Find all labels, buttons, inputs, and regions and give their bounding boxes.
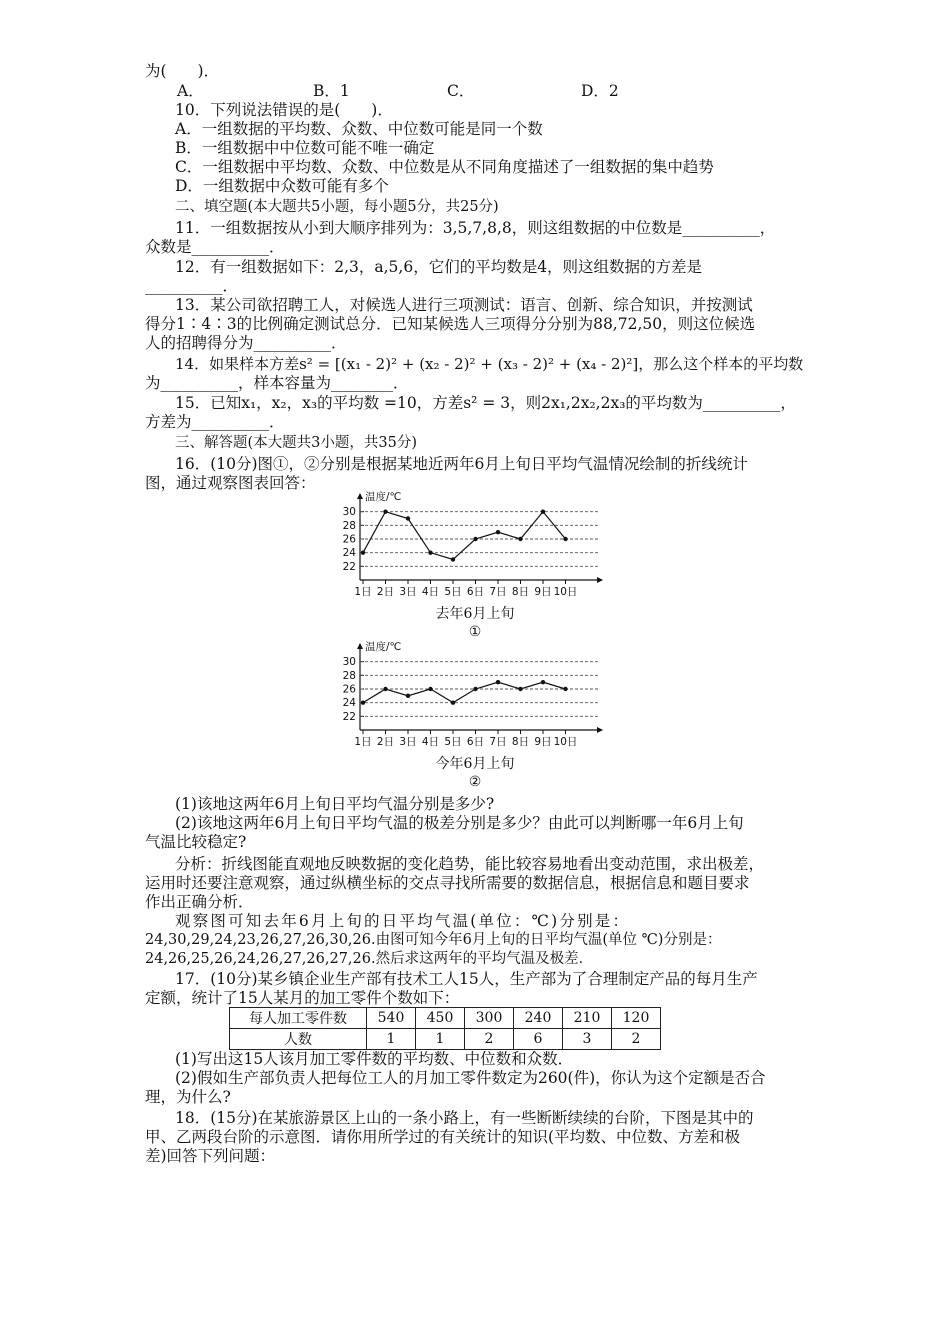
x-tick-label: 8日 [511,736,530,748]
q10-option-d: D．一组数据中众数可能有多个 [175,177,389,195]
x-axis-arrow [597,577,603,583]
y-tick-label: 30 [342,506,356,519]
q17-sub-2: (2)假如生产部负责人把每位工人的月加工零件数定为260(件)，你认为这个定额是否合 [175,1069,766,1087]
y-tick-label: 26 [342,533,356,546]
y-tick-label: 24 [342,697,356,710]
table-cell: 120 [612,1008,661,1029]
q12-line-1: 12．有一组数据如下：2,3，a,5,6，它们的平均数是4，则这组数据的方差是 [175,258,703,276]
section-2-heading: 二、填空题(本大题共5小题，每小题5分，共25分) [175,199,499,215]
table-cell: 人数 [230,1029,367,1050]
q16-sub-2: (2)该地这两年6月上旬日平均气温的极差分别是多少？由此可以判断哪一年6月上旬 [175,814,744,832]
y-tick-label: 22 [342,560,356,573]
q12-line-2: __________． [145,277,239,295]
section-3-heading: 三、解答题(本大题共3小题，共35分) [175,435,417,451]
q9-tail: 为( )． [145,62,220,80]
q10-option-a: A．一组数据的平均数、众数、中位数可能是同一个数 [175,120,543,138]
q16-analysis-5: 24,30,29,24,23,26,27,26,30,26.由图可知今年6月上旬的日平均气温(单位 ℃)分别是： [145,932,722,948]
q13-line-3: 人的招聘得分为__________． [145,334,347,352]
data-point [518,687,522,691]
chart-2-title: 今年6月上旬 [435,756,515,772]
q17-sub-2-cont: 理，为什么? [145,1088,231,1106]
q18-line-1: 18．(15分)在某旅游景区上山的一条小路上，有一些断断续续的台阶，下图是其中的 [175,1109,754,1127]
table-cell: 2 [465,1029,514,1050]
table-row [230,1008,661,1029]
table-cell: 3 [563,1029,612,1050]
x-tick-label: 10日 [553,736,578,748]
x-tick-label: 1日 [354,736,372,748]
q16-sub-1: (1)该地这两年6月上旬日平均气温分别是多少? [175,795,495,813]
q17-table [229,1007,661,1050]
x-tick-label: 7日 [489,586,507,598]
x-tick-label: 5日 [444,736,462,748]
x-tick-label: 7日 [489,736,507,748]
q16-analysis-6: 24,26,25,26,24,26,27,26,27,26.然后求这两年的平均气温及极差． [145,951,594,967]
q13-line-1: 13．某公司欲招聘工人，对候选人进行三项测试：语言、创新、综合知识，并按测试 [175,296,753,314]
data-point [473,687,477,691]
data-point [496,680,500,684]
q9-option-b: B．1 [313,82,350,100]
data-point [361,550,365,554]
table-cell: 210 [563,1008,612,1029]
q14-line-1: 14．如果样本方差s² = [(x₁ - 2)² + (x₂ - 2)² + (x₃ - 2)² + (x₄ - 2)²]，那么这个样本的平均数 [175,355,804,373]
q17-stem-line-2: 定额，统计了15人某月的加工零件个数如下： [145,989,460,1007]
x-tick-label: 3日 [399,736,417,748]
chart-last-year [330,490,620,602]
data-point [518,537,522,541]
x-tick-label: 4日 [421,736,440,748]
x-tick-label: 3日 [399,586,417,598]
chart-2-label: ② [468,774,482,790]
table-cell: 540 [367,1008,416,1029]
table-cell: 300 [465,1008,514,1029]
q11-line-2: 众数是__________． [145,238,285,256]
data-point [496,530,500,534]
y-tick-label: 26 [342,683,356,696]
x-axis-arrow [597,727,603,733]
q16-analysis-2: 运用时还要注意观察，通过纵横坐标的交点寻找所需要的数据信息，根据信息和题目要求 [145,874,750,892]
x-tick-label: 2日 [376,736,395,748]
table-row [230,1029,661,1050]
data-point [563,687,567,691]
x-tick-label: 9日 [534,736,552,748]
data-point [541,680,545,684]
chart-1-title: 去年6月上旬 [435,606,515,622]
y-tick-label: 28 [342,519,356,532]
q16-stem-line-1: 16．(10分)图①，②分别是根据某地近两年6月上旬日平均气温情况绘制的折线统计 [175,455,748,473]
q16-analysis-4: 观察图可知去年6月上旬的日平均气温(单位：℃)分别是： [175,912,631,930]
q16-stem-line-2: 图，通过观察图表回答： [145,474,316,492]
x-tick-label: 1日 [354,586,372,598]
data-point [473,537,477,541]
x-tick-label: 5日 [444,586,462,598]
q15-line-1: 15．已知x₁，x₂，x₃的平均数 =10，方差s² = 3，则2x₁,2x₂,2x₃的平均数为__________， [175,394,796,412]
y-tick-label: 22 [342,710,356,723]
chart-1-label: ① [468,624,482,640]
table-cell: 每人加工零件数 [230,1008,367,1029]
table-cell: 6 [514,1029,563,1050]
table-cell: 240 [514,1008,563,1029]
data-point [383,509,387,513]
data-point [406,516,410,520]
q9-option-d: D．2 [581,82,619,100]
data-point [361,700,365,704]
x-tick-label: 2日 [376,586,395,598]
q16-analysis-3: 作出正确分析． [145,893,254,911]
q17-sub-1: (1)写出这15人该月加工零件数的平均数、中位数和众数． [175,1050,574,1068]
q18-line-2: 甲、乙两段台阶的示意图．请你用所学过的有关统计的知识(平均数、中位数、方差和极 [145,1128,741,1146]
data-point [563,537,567,541]
y-tick-label: 24 [342,547,356,560]
q11-line-1: 11．一组数据按从小到大顺序排列为：3,5,7,8,8，则这组数据的中位数是__________， [175,219,776,237]
y-tick-label: 30 [342,656,356,669]
data-point [428,550,432,554]
q10-option-c: C．一组数据中平均数、众数、中位数是从不同角度描述了一组数据的集中趋势 [175,158,714,176]
x-tick-label: 4日 [421,586,440,598]
table-cell: 1 [367,1029,416,1050]
x-tick-label: 10日 [553,586,578,598]
q10-stem: 10．下列说法错误的是( )． [175,101,393,119]
q16-sub-2-cont: 气温比较稳定? [145,833,247,851]
data-point [451,700,455,704]
y-axis-arrow [357,493,363,499]
table-cell: 450 [416,1008,465,1029]
q15-line-2: 方差为__________． [145,413,285,431]
x-tick-label: 6日 [466,736,485,748]
q9-option-a: A． [177,82,204,100]
y-axis-arrow [357,643,363,649]
x-tick-label: 8日 [511,586,530,598]
y-axis-label: 温度/℃ [365,641,402,653]
y-tick-label: 28 [342,669,356,682]
q10-option-b: B．一组数据中中位数可能不唯一确定 [175,139,435,157]
data-point [383,687,387,691]
series-line [363,682,566,703]
q14-line-2: 为__________，样本容量为________． [145,374,409,392]
data-point [406,694,410,698]
table-cell: 1 [416,1029,465,1050]
q17-stem-line-1: 17．(10分)某乡镇企业生产部有技术工人15人，生产部为了合理制定产品的每月生产 [175,970,758,988]
y-axis-label: 温度/℃ [365,491,402,503]
data-point [451,557,455,561]
chart-this-year [330,640,620,752]
q18-line-3: 差)回答下列问题： [145,1147,276,1165]
table-cell: 2 [612,1029,661,1050]
q13-line-2: 得分1∶4∶3的比例确定测试总分．已知某候选人三项得分分别为88,72,50，则这位候选 [145,315,756,333]
x-tick-label: 6日 [466,586,485,598]
x-tick-label: 9日 [534,586,552,598]
data-point [541,509,545,513]
q9-option-c: C． [447,82,475,100]
q16-analysis-1: 分析：折线图能直观地反映数据的变化趋势，能比较容易地看出变动范围，求出极差， [175,855,765,873]
data-point [428,687,432,691]
